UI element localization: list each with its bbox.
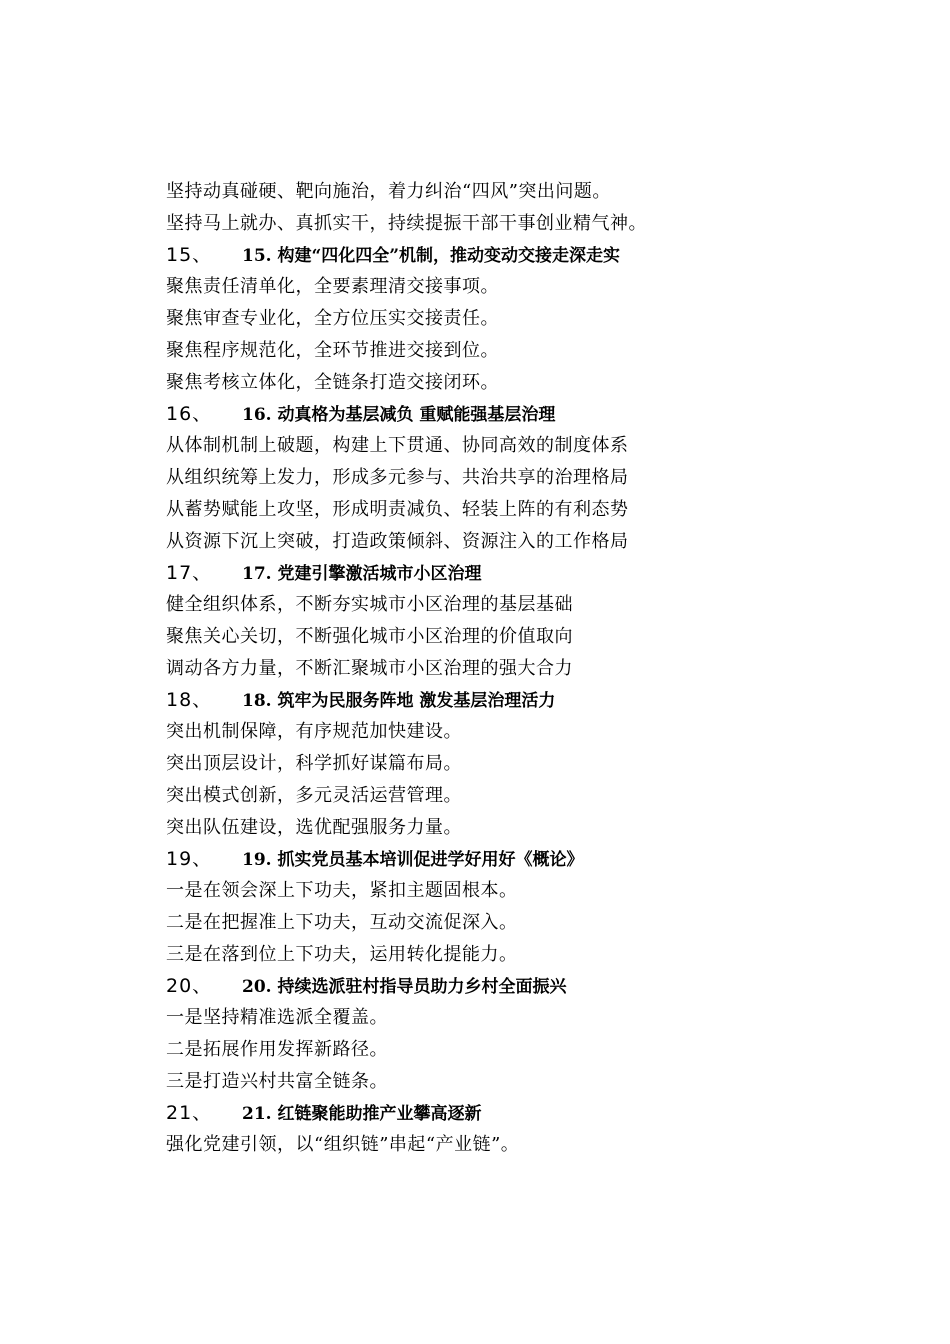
section-item: 从蓄势赋能上攻坚，形成明责减负、轻装上阵的有利态势: [166, 499, 629, 520]
section-item: 突出顶层设计，科学抓好谋篇布局。: [166, 753, 462, 774]
section-item: 三是在落到位上下功夫，运用转化提能力。: [166, 944, 518, 965]
section-title: 19. 抓实党员基本培训促进学好用好《概论》: [242, 850, 584, 870]
section-title: 20. 持续选派驻村指导员助力乡村全面振兴: [242, 977, 567, 997]
section-item: 从资源下沉上突破，打造政策倾斜、资源注入的工作格局: [166, 531, 629, 552]
section-item: 聚焦关心关切，不断强化城市小区治理的价值取向: [166, 626, 573, 647]
section-title: 18. 筑牢为民服务阵地 激发基层治理活力: [242, 691, 556, 711]
section-item: 突出机制保障，有序规范加快建设。: [166, 721, 462, 742]
section-item: 从组织统筹上发力，形成多元参与、共治共享的治理格局: [166, 467, 629, 488]
section-heading: [166, 240, 766, 271]
section-item: 聚焦审查专业化，全方位压实交接责任。: [166, 308, 499, 329]
section-number: 20、: [166, 975, 213, 997]
section-item: 突出模式创新，多元灵活运营管理。: [166, 785, 462, 806]
section-number: 15、: [166, 244, 213, 266]
section-number: 19、: [166, 848, 213, 870]
section-title: 15. 构建“四化四全”机制，推动变动交接走深走实: [242, 246, 621, 266]
document-body: [166, 176, 766, 1161]
section-number: 17、: [166, 562, 213, 584]
section-item: 三是打造兴村共富全链条。: [166, 1071, 388, 1092]
section-heading: [166, 685, 766, 716]
section-item: 从体制机制上破题，构建上下贯通、协同高效的制度体系: [166, 435, 629, 456]
section-heading: [166, 844, 766, 875]
section-list: [166, 240, 766, 1161]
section-item: 调动各方力量，不断汇聚城市小区治理的强大合力: [166, 658, 573, 679]
section-item: 二是在把握准上下功夫，互动交流促深入。: [166, 912, 518, 933]
section-item: 一是坚持精准选派全覆盖。: [166, 1007, 388, 1028]
section-title: 16. 动真格为基层减负 重赋能强基层治理: [242, 405, 556, 425]
section-heading: [166, 1098, 766, 1129]
section-heading: [166, 399, 766, 430]
section-item: 健全组织体系，不断夯实城市小区治理的基层基础: [166, 594, 573, 615]
section-number: 16、: [166, 403, 213, 425]
section-item: 二是拓展作用发挥新路径。: [166, 1039, 388, 1060]
intro-line: 坚持马上就办、真抓实干，持续提振干部干事创业精气神。: [166, 213, 647, 234]
section-item: 聚焦责任清单化，全要素理清交接事项。: [166, 276, 499, 297]
section-item: 一是在领会深上下功夫，紧扣主题固根本。: [166, 880, 518, 901]
section-item: 聚焦程序规范化，全环节推进交接到位。: [166, 340, 499, 361]
section-item: 聚焦考核立体化，全链条打造交接闭环。: [166, 372, 499, 393]
section-heading: [166, 971, 766, 1002]
intro-line: 坚持动真碰硬、靶向施治，着力纠治“四风”突出问题。: [166, 181, 611, 202]
section-number: 21、: [166, 1102, 213, 1124]
section-title: 17. 党建引擎激活城市小区治理: [242, 564, 482, 584]
section-item: 强化党建引领，以“组织链”串起“产业链”。: [166, 1134, 520, 1155]
section-heading: [166, 558, 766, 589]
section-item: 突出队伍建设，选优配强服务力量。: [166, 817, 462, 838]
section-title: 21. 红链聚能助推产业攀高逐新: [242, 1104, 482, 1124]
section-number: 18、: [166, 689, 213, 711]
